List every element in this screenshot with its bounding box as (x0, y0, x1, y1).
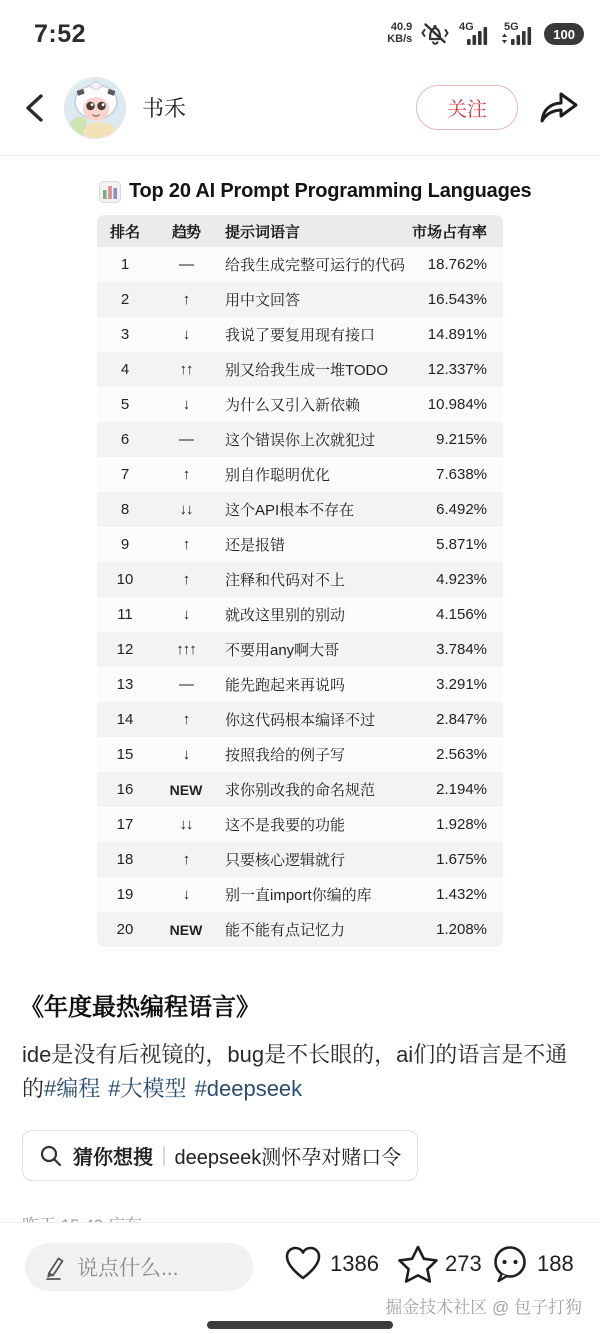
rank-cell: 12 (116, 641, 134, 658)
prompt-cell: 按照我给的例子写 (225, 747, 346, 764)
comment-placeholder: 说点什么... (77, 1257, 179, 1280)
share-cell: 1.208% (436, 921, 487, 938)
table-row (97, 527, 503, 562)
post-image[interactable] (0, 180, 600, 947)
prompt-cell: 就改这里别的别动 (225, 607, 346, 624)
rank-cell: 17 (116, 816, 134, 833)
share-cell: 5.871% (436, 536, 487, 553)
bottom-bar (0, 1222, 600, 1334)
table-row (97, 842, 503, 877)
prompt-cell: 为什么又引入新依赖 (225, 397, 361, 414)
share-cell: 12.337% (427, 361, 487, 378)
rank-cell: 18 (116, 851, 134, 868)
rank-cell: 14 (116, 711, 134, 728)
rank-cell: 16 (116, 781, 134, 798)
share-cell: 3.784% (436, 641, 487, 658)
image-title-row (99, 180, 600, 203)
sim1-signal-icon (458, 20, 490, 48)
trend-cell: NEW (169, 781, 203, 798)
image-title: Top 20 AI Prompt Programming Languages (129, 180, 532, 202)
table-row (97, 247, 503, 282)
sim2-signal-icon (499, 20, 535, 48)
pencil-icon (43, 1254, 67, 1280)
search-suggestion-label: 猜你想搜 (73, 1147, 153, 1169)
trend-cell: ↑ (182, 536, 190, 553)
share-cell: 14.891% (427, 326, 487, 343)
ranking-table (97, 215, 503, 947)
mute-bell-icon (421, 21, 449, 47)
collect-button[interactable] (398, 1245, 482, 1283)
table-row (97, 912, 503, 947)
share-cell: 2.847% (436, 711, 487, 728)
prompt-cell: 不要用any啊大哥 (225, 642, 340, 659)
share-cell: 4.156% (436, 606, 487, 623)
watermark: 掘金技术社区 @ 包子打狗 (385, 1298, 582, 1317)
back-icon[interactable] (22, 93, 48, 123)
trend-cell: ↑ (182, 851, 190, 868)
heart-icon (283, 1245, 323, 1283)
rank-cell: 1 (120, 256, 130, 273)
nav-header (0, 60, 600, 156)
prompt-cell: 别又给我生成一堆TODO (225, 362, 389, 379)
trend-cell: — (179, 256, 193, 273)
col-share: 市场占有率 (411, 223, 487, 241)
prompt-cell: 别一直import你编的库 (225, 887, 372, 904)
status-bar (0, 0, 600, 60)
table-row (97, 457, 503, 492)
share-cell: 9.215% (436, 431, 487, 448)
collect-count: 273 (445, 1251, 482, 1276)
rank-cell: 5 (120, 396, 130, 413)
search-icon (39, 1144, 63, 1168)
hashtag-link[interactable]: #大模型 (108, 1076, 187, 1101)
comment-count: 188 (537, 1251, 574, 1276)
rank-cell: 10 (116, 571, 134, 588)
prompt-cell: 还是报错 (225, 537, 286, 554)
share-cell: 1.432% (436, 886, 487, 903)
search-suggestion-query[interactable]: deepseek测怀孕对赌口令 (174, 1147, 402, 1169)
post-body (22, 1038, 578, 1106)
prompt-cell: 用中文回答 (225, 292, 301, 309)
like-count: 1386 (330, 1251, 379, 1276)
prompt-cell: 注释和代码对不上 (225, 572, 346, 589)
prompt-cell: 别自作聪明优化 (225, 467, 331, 484)
hashtag-link[interactable]: #编程 (44, 1076, 101, 1101)
table-row (97, 387, 503, 422)
share-cell: 1.928% (436, 816, 487, 833)
rank-cell: 8 (120, 501, 130, 518)
table-row (97, 562, 503, 597)
status-icons (387, 20, 584, 48)
share-cell: 2.563% (436, 746, 487, 763)
share-cell: 18.762% (427, 256, 487, 273)
svg-text:4G: 4G (459, 21, 474, 33)
table-row (97, 877, 503, 912)
trend-cell: NEW (169, 921, 203, 938)
rank-cell: 13 (116, 676, 134, 693)
post-title: 《年度最热编程语言》 (20, 994, 260, 1021)
table-row (97, 422, 503, 457)
prompt-cell: 只要核心逻辑就行 (225, 852, 346, 869)
trend-cell: ↑ (182, 466, 190, 483)
trend-cell: ↑ (182, 291, 190, 308)
home-indicator[interactable] (207, 1321, 393, 1329)
prompt-cell: 这个错误你上次就犯过 (225, 432, 376, 449)
trend-cell: ↑↑ (179, 361, 193, 378)
table-header (97, 215, 503, 247)
post-body-text: ide是没有后视镜的，bug是不长眼的，ai们的语言是不通的 (22, 1042, 568, 1101)
trend-cell: ↓ (182, 886, 190, 903)
rank-cell: 6 (120, 431, 130, 448)
prompt-cell: 我说了要复用现有接口 (225, 327, 376, 344)
share-cell: 4.923% (436, 571, 487, 588)
rank-cell: 20 (116, 921, 134, 938)
trend-cell: — (179, 431, 193, 448)
clock: 7:52 (34, 19, 87, 48)
share-cell: 16.543% (427, 291, 487, 308)
prompt-cell: 这不是我要的功能 (225, 817, 346, 834)
hashtag-link[interactable]: #deepseek (194, 1076, 303, 1101)
share-cell: 10.984% (427, 396, 487, 413)
prompt-cell: 能先跑起来再说吗 (225, 677, 346, 694)
bar-chart-icon (99, 181, 121, 203)
trend-cell: ↓ (182, 746, 190, 763)
col-trend: 趋势 (171, 223, 200, 241)
table-body (97, 247, 503, 947)
trend-cell: ↓↓ (179, 501, 193, 518)
trend-cell: ↑ (182, 571, 190, 588)
star-icon (398, 1245, 438, 1283)
rank-cell: 7 (120, 466, 130, 483)
share-cell: 2.194% (436, 781, 487, 798)
prompt-cell: 你这代码根本编译不过 (225, 712, 376, 729)
network-speed-value: 40.9 (390, 21, 413, 34)
prompt-cell: 能不能有点记忆力 (225, 922, 346, 939)
trend-cell: ↑↑↑ (176, 641, 196, 658)
share-cell: 7.638% (436, 466, 487, 483)
trend-cell: ↓ (182, 606, 190, 623)
rank-cell: 4 (120, 361, 130, 378)
share-icon[interactable] (536, 88, 580, 128)
chat-bubble-icon (490, 1245, 530, 1283)
table-row (97, 492, 503, 527)
rank-cell: 9 (120, 536, 130, 553)
table-row (97, 632, 503, 667)
prompt-cell: 这个API根本不存在 (225, 502, 355, 519)
col-rank: 排名 (109, 223, 140, 241)
table-row (97, 737, 503, 772)
table-row (97, 317, 503, 352)
trend-cell: ↓ (182, 396, 190, 413)
rank-cell: 3 (120, 326, 130, 343)
share-cell: 1.675% (436, 851, 487, 868)
share-cell: 6.492% (436, 501, 487, 518)
table-row (97, 772, 503, 807)
prompt-cell: 求你别改我的命名规范 (225, 782, 376, 799)
prompt-cell: 给我生成完整可运行的代码 (225, 257, 406, 274)
table-row (97, 352, 503, 387)
battery-icon: 100 (544, 23, 584, 45)
search-suggestion[interactable] (22, 1130, 418, 1181)
table-row (97, 597, 503, 632)
divider (163, 1146, 165, 1166)
trend-cell: ↓↓ (179, 816, 193, 833)
table-row (97, 702, 503, 737)
follow-button[interactable]: 关注 (416, 85, 518, 130)
comment-button[interactable] (490, 1245, 574, 1283)
table-row (97, 667, 503, 702)
comment-input[interactable] (25, 1243, 253, 1291)
trend-cell: ↑ (182, 711, 190, 728)
avatar[interactable] (64, 77, 126, 139)
rank-cell: 11 (117, 606, 133, 623)
trend-cell: ↓ (182, 326, 190, 343)
network-speed (387, 22, 412, 45)
svg-text:5G: 5G (504, 21, 519, 33)
like-button[interactable] (283, 1245, 379, 1283)
network-speed-unit: KB/s (387, 33, 413, 45)
rank-cell: 19 (116, 886, 134, 903)
rank-cell: 2 (120, 291, 130, 308)
rank-cell: 15 (116, 746, 134, 763)
table-row (97, 282, 503, 317)
table-row (97, 807, 503, 842)
username[interactable]: 书禾 (142, 96, 187, 121)
col-prompt: 提示词语言 (225, 223, 301, 241)
trend-cell: — (179, 676, 193, 693)
share-cell: 3.291% (436, 676, 487, 693)
